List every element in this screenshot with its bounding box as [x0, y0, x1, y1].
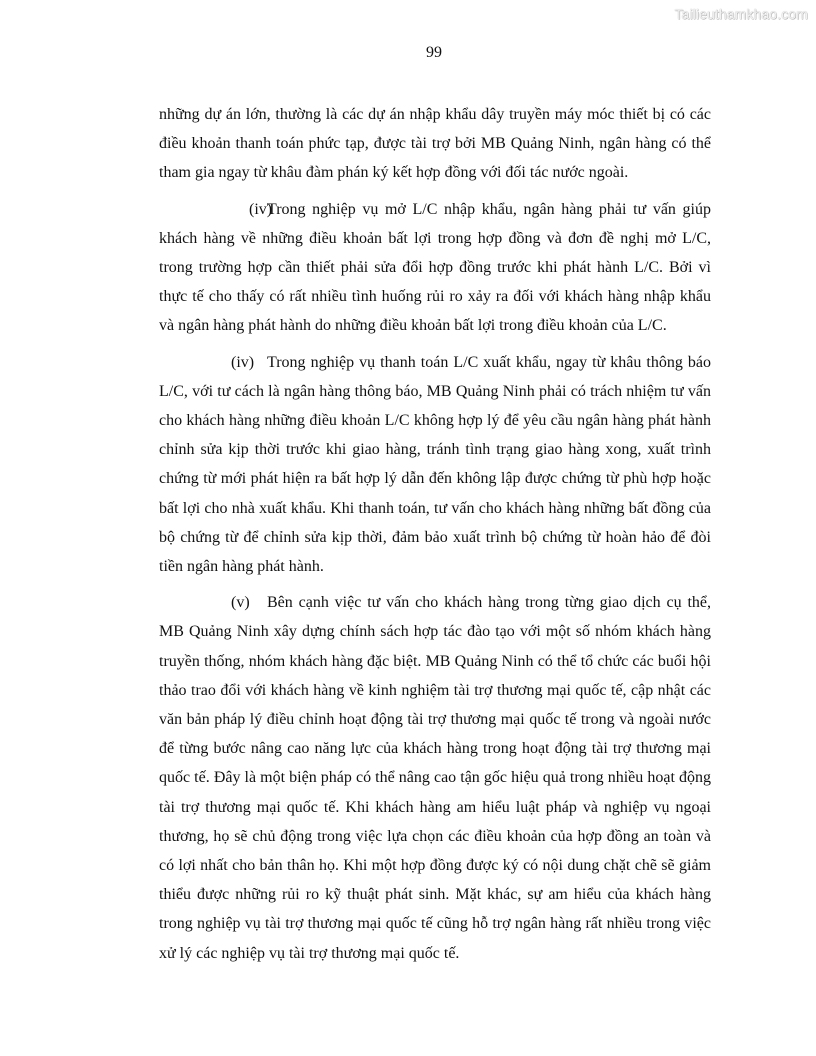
paragraph-text: những dự án lớn, thường là các dự án nhập khẩu dây truyền máy móc thiết bị có các điều khoản thanh toán phức tạp, được tài trợ bởi MB Quảng Ninh, ngân hàng có thể tham gia ngay từ khâu đàm phán ký kết hợp đồng với đối tác nước ngoài.	[159, 106, 711, 182]
list-marker: (v)	[231, 594, 250, 612]
watermark: Tailieuthamkhao.com	[674, 6, 808, 22]
paragraph-item-v-training	[159, 588, 711, 968]
paragraph-item-iv-export	[159, 348, 711, 582]
list-marker: (iv)	[231, 353, 255, 371]
page-number: 99	[426, 44, 442, 61]
document-body	[159, 100, 711, 968]
paragraph-text: Trong nghiệp vụ mở L/C nhập khẩu, ngân hàng phải tư vấn giúp khách hàng về những điều khoản bất lợi trong hợp đồng và đơn đề nghị mở L/C, trong trường hợp cần thiết phải sửa đổi hợp đồng trước khi phát hành L/C. Bởi vì thực tế cho thấy có rất nhiều tình huống rủi ro xảy ra đối với khách hàng nhập khẩu và ngân hàng phát hành do những điều khoản bất lợi trong điều khoản của L/C.	[159, 200, 711, 335]
paragraph-continuation	[159, 100, 711, 188]
list-marker: (iv)	[249, 200, 273, 218]
paragraph-text: Bên cạnh việc tư vấn cho khách hàng trong từng giao dịch cụ thể, MB Quảng Ninh xây dựng chính sách hợp tác đào tạo với một số nhóm khách hàng truyền thống, nhóm khách hàng đặc biệt. MB Quảng Ninh có thể tổ chức các buổi hội thảo trao đổi với khách hàng về kinh nghiệm tài trợ thương mại quốc tế, cập nhật các văn bản pháp lý điều chỉnh hoạt động tài trợ thương mại quốc tế trong và ngoài nước để từng bước nâng cao năng lực của khách hàng trong hoạt động tài trợ thương mại quốc tế. Đây là một biện pháp có thể nâng cao tận gốc hiệu quả trong nhiều hoạt động tài trợ thương mại quốc tế. Khi khách hàng am hiểu luật pháp và nghiệp vụ ngoại thương, họ sẽ chủ động trong việc lựa chọn các điều khoản của hợp đồng an toàn và có lợi nhất cho bản thân họ. Khi một hợp đồng được ký có nội dung chặt chẽ sẽ giảm thiểu được những rủi ro kỹ thuật phát sinh. Mặt khác, sự am hiểu của khách hàng trong nghiệp vụ tài trợ thương mại quốc tế cũng hỗ trợ ngân hàng rất nhiều trong việc xử lý các nghiệp vụ tài trợ thương mại quốc tế.	[159, 594, 711, 962]
paragraph-item-iv-import	[159, 195, 711, 341]
paragraph-text: Trong nghiệp vụ thanh toán L/C xuất khẩu, ngay từ khâu thông báo L/C, với tư cách là ngân hàng thông báo, MB Quảng Ninh phải có trách nhiệm tư vấn cho khách hàng những điều khoản L/C không hợp lý để yêu cầu ngân hàng phát hành chỉnh sửa kịp thời trước khi giao hàng, tránh tình trạng giao hàng xong, xuất trình chứng từ mới phát hiện ra bất hợp lý dẫn đến không lập được chứng từ phù hợp hoặc bất lợi cho nhà xuất khẩu. Khi thanh toán, tư vấn cho khách hàng những bất đồng của bộ chứng từ để chỉnh sửa kịp thời, đảm bảo xuất trình bộ chứng từ hoàn hảo để đòi tiền ngân hàng phát hành.	[159, 353, 711, 576]
